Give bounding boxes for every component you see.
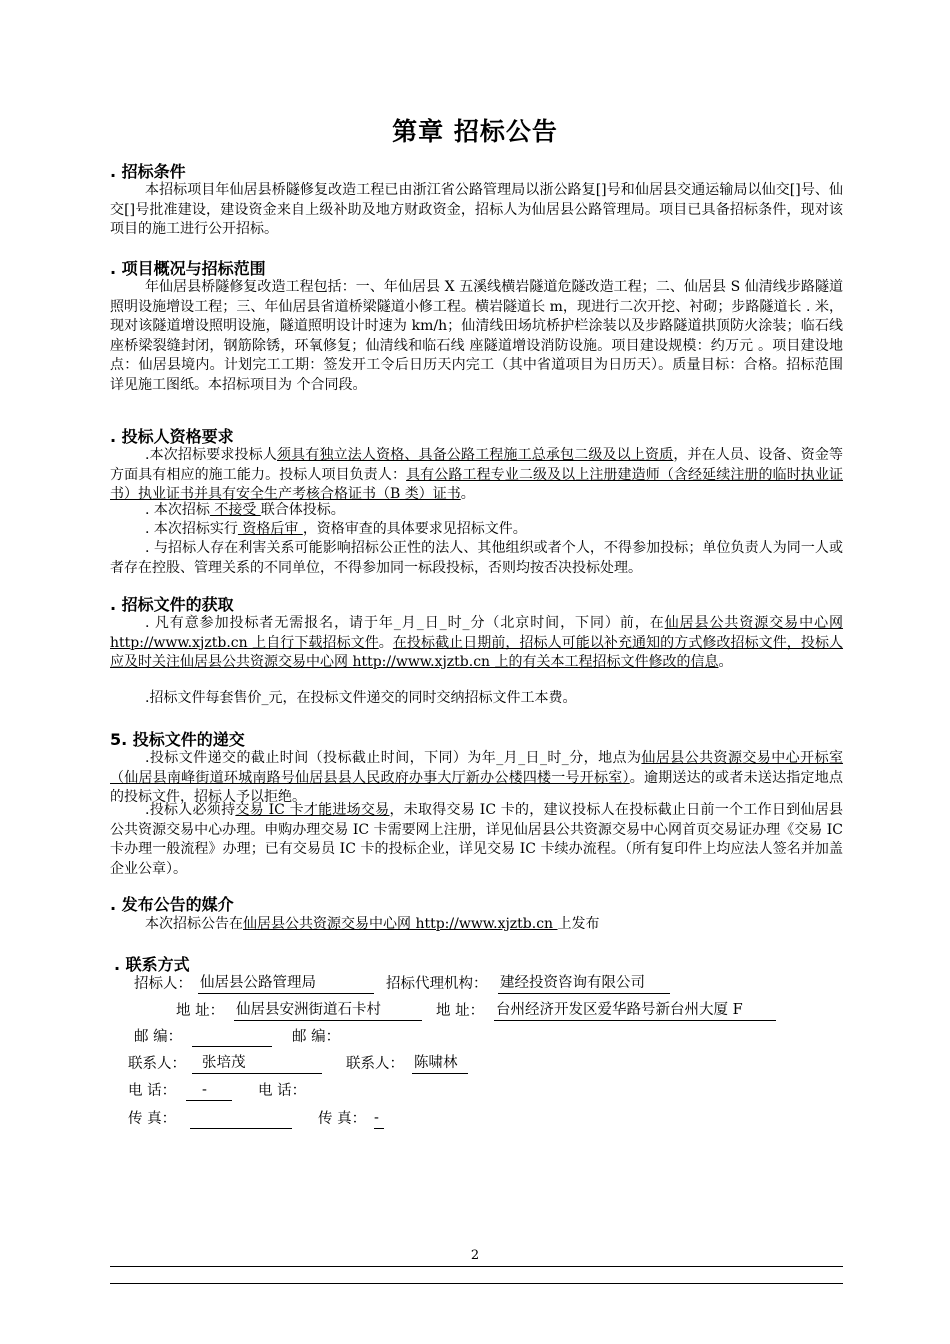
- tenderer-phone-label: 电 话：: [128, 1083, 177, 1099]
- tenderer-contact-value: 张培茂: [192, 1053, 322, 1074]
- agent-address-label: 地 址：: [436, 1003, 485, 1019]
- tenderer-address-label: 地 址：: [176, 1003, 225, 1019]
- tenderer-label: 招标人：: [134, 976, 192, 992]
- bidding-conditions-paragraph: 本招标项目年仙居县桥隧修复改造工程已由浙江省公路管理局以浙公路复[]号和仙居县交通运输局以仙交[]号、仙交[]号批准建设，建设资金来自上级补助及地方财政资金，招标人为仙居县公路管理局。项目已具备招标条件，现对该项目的施工进行公开招标。: [110, 182, 843, 237]
- section-heading-project-overview: . 项目概况与招标范围: [110, 259, 266, 278]
- tenderer-address-value: 仙居县安洲街道石卡村: [234, 1000, 422, 1021]
- agent-fax-value: -: [374, 1108, 384, 1129]
- section-heading-obtaining-documents: . 招标文件的获取: [110, 595, 234, 614]
- tenderer-postcode-label: 邮 编：: [134, 1029, 183, 1045]
- agent-contact-value: 陈啸林: [412, 1053, 468, 1074]
- tenderer-fax-label: 传 真：: [128, 1111, 177, 1127]
- project-overview-paragraph: 年仙居县桥隧修复改造工程包括：一、年仙居县 X 五溪线横岩隧道危隧改造工程；二、仙居县 S 仙清线步路隧道照明设施增设工程；三、年仙居县省道桥梁隧道小修工程。横岩隧道长 m，现进行二次开挖、衬砌；步路隧道长 . 米，现对该隧道增设照明设施，隧道照明设计时速为 km/h；仙清线田场坑桥护栏涂装以及步路隧道拱顶防火涂装；临石线 座桥梁裂缝封闭，钢筋除锈，环氧修复；仙清线和临石线 座隧道增设消防设施。项目建设规模：约万元 。项目建设地点：仙居县境内。计划完工工期：签发开工令后日历天内完工（其中省道项目为日历天）。质量目标：合格。招标范围详见施工图纸。本招标项目为 个合同段。: [110, 279, 843, 393]
- tenderer-fax-value: [190, 1108, 292, 1129]
- agent-postcode-label: 邮 编：: [292, 1029, 341, 1045]
- section-heading-bidding-conditions: . 招标条件: [110, 162, 186, 181]
- tenderer-postcode-value: [192, 1026, 272, 1047]
- obtaining-documents-paragraph-1: . 凡有意参加投标者无需报名，请于年_月_日_时_分（北京时间，下同）前，在仙居县公共资源交易中心网 http://www.xjztb.cn 上自行下载招标文件。在投标截止日期前，招标人可能以补充通知的方式修改招标文件，投标人应及时关注仙居县公共资源交易中心网 http://www.xjztb.cn 上的有关本工程招标文件修改的信息。: [110, 615, 844, 670]
- submission-paragraph-2: .投标人必须持交易 IC 卡才能进场交易，未取得交易 IC 卡的，建议投标人在投标截止日前一个工作日到仙居县公共资源交易中心办理。申购办理交易 IC 卡需要网上注册，详见仙居县公共资源交易中心网首页交易证办理《交易 IC 卡办理一般流程》办理；已有交易员 IC 卡的投标企业，详见交易 IC 卡续办流程。（所有复印件上均应法人签名并加盖企业公章）。: [110, 802, 843, 877]
- section-heading-contact: . 联系方式: [114, 955, 190, 974]
- qualification-paragraph-2: . 本次招标 不接受 联合体投标。: [145, 502, 345, 518]
- section-heading-qualification: . 投标人资格要求: [110, 427, 234, 446]
- media-paragraph: 本次招标公告在仙居县公共资源交易中心网 http://www.xjztb.cn 上发布: [145, 916, 600, 932]
- qualification-paragraph-4: . 与招标人存在利害关系可能影响招标公正性的法人、其他组织或者个人，不得参加投标；单位负责人为同一人或者存在控股、管理关系的不同单位，不得参加同一标段投标，否则均按否决投标处理。: [110, 540, 843, 576]
- tenderer-value: 仙居县公路管理局: [198, 973, 374, 994]
- page-title: 第章 招标公告: [392, 117, 558, 146]
- tenderer-contact-label: 联系人：: [128, 1056, 186, 1072]
- footer-divider-top: [110, 1266, 843, 1267]
- section-heading-media: . 发布公告的媒介: [110, 895, 234, 914]
- obtaining-documents-paragraph-2: .招标文件每套售价_元，在投标文件递交的同时交纳招标文件工本费。: [145, 690, 577, 706]
- agent-phone-label: 电 话：: [258, 1083, 307, 1099]
- agent-contact-label: 联系人：: [346, 1056, 404, 1072]
- agent-value: 建经投资咨询有限公司: [498, 973, 670, 994]
- qualification-paragraph-1: .本次招标要求投标人须具有独立法人资格、具备公路工程施工总承包二级及以上资质，并在人员、设备、资金等方面具有相应的施工能力。投标人项目负责人：具有公路工程专业二级及以上注册建造师（含经延续注册的临时执业证书）执业证书并具有安全生产考核合格证书（B 类）证书。: [110, 447, 844, 502]
- agent-address-value: 台州经济开发区爱华路号新台州大厦 F: [494, 1000, 776, 1021]
- qualification-paragraph-3: . 本次招标实行 资格后审 ，资格审查的具体要求见招标文件。: [145, 521, 527, 537]
- footer-divider-bottom: [110, 1283, 843, 1284]
- section-heading-submission: 5. 投标文件的递交: [110, 730, 245, 749]
- submission-paragraph-1: .投标文件递交的截止时间（投标截止时间，下同）为年_月_日_时_分，地点为仙居县公共资源交易中心开标室（仙居县南峰街道环城南路号仙居县县人民政府办事大厅新办公楼四楼一号开标室）。逾期送达的或者未送达指定地点的投标文件，招标人予以拒绝。: [110, 750, 844, 805]
- agent-label: 招标代理机构：: [386, 976, 488, 992]
- tenderer-phone-value: -: [186, 1080, 232, 1101]
- agent-fax-label: 传 真：: [318, 1111, 367, 1127]
- page-number: 2: [470, 1248, 480, 1263]
